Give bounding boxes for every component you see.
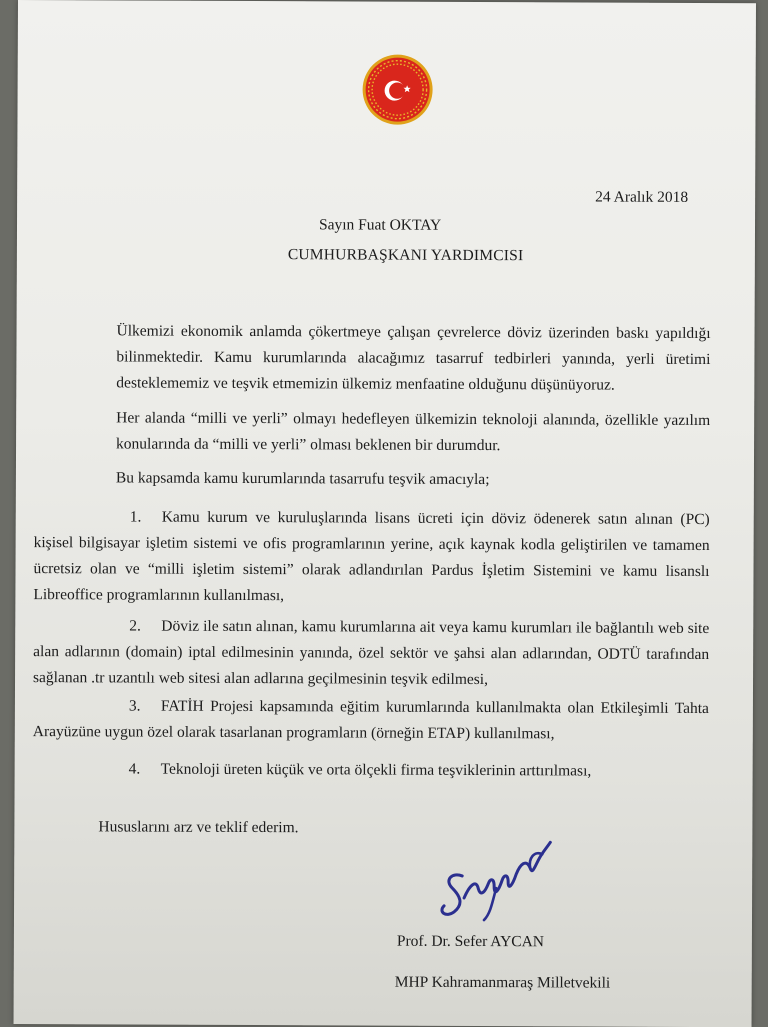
- list-item-number: 3.: [128, 697, 141, 715]
- letter-page: [14, 0, 756, 1027]
- parliament-seal-icon: [361, 54, 433, 126]
- paragraph-scope: Bu kapsamda kamu kurumlarında tasarrufu teşvik amacıyla;: [115, 469, 490, 489]
- list-item: [33, 756, 709, 785]
- list-item-text: FATİH Projesi kapsamında eğitim kurumlarında kullanılmakta olan Etkileşimli Tahta Arayüzüne uygun özel olarak tasarlanan programların (örneğin ETAP) kullanılması,: [32, 697, 709, 743]
- letter-date: 24 Aralık 2018: [595, 188, 689, 206]
- recipient-title: CUMHURBAŞKANI YARDIMCISI: [287, 246, 524, 265]
- signer-name: Prof. Dr. Sefer AYCAN: [396, 932, 545, 951]
- signer-title: MHP Kahramanmaraş Milletvekili: [394, 973, 611, 992]
- list-item-number: 1.: [129, 508, 142, 526]
- list-item-number: 4.: [128, 760, 141, 778]
- paragraph-intro: Ülkemizi ekonomik anlamda çökertmeye çalışan çevrelerce döviz üzerinden baskı yapıldığı bilinmektedir. Kamu kurumlarında alacağımız tasarruf tedbirleri yanında, yerli üretimi desteklememiz ve teşvik etmemizin ülkemiz menfaatine olduğunu düşünüyoruz.: [116, 322, 711, 394]
- list-item-text: Teknoloji üreten küçük ve orta ölçekli firma teşviklerinin arttırılması,: [160, 760, 592, 780]
- list-item-text: Kamu kurum ve kuruluşlarında lisans ücreti için döviz ödenerek satın alınan (PC) kişisel bilgisayar işletim sistemi ve ofis programlarının yerine, açık kaynak kodla geliştirilen ve tamamen ücretsiz olan ve “milli işletim sistemi” olarak adlandırılan Pardus İşletim Sistemini ve kamu lisanslı Libreoffice programlarının kullanılması,: [33, 508, 710, 605]
- list-item-text: Döviz ile satın alınan, kamu kurumlarına ait veya kamu kurumları ile bağlantılı web site alan adlarının (domain) iptal edilmesinin yanında, özel sektör ve şahsi alan adlarından, ODTÜ tarafından sağlanan .tr uzantılı web sitesi alan adlarına geçilmesinin teşvik edilmesi,: [33, 617, 710, 689]
- closing-line: Hususlarını arz ve teklif ederim.: [98, 818, 299, 837]
- list-item: [33, 693, 709, 748]
- paragraph-national-software: Her alanda “milli ve yerli” olmayı hedefleyen ülkemizin teknoloji alanında, özellikle yazılım konularında da “milli ve yerli” olması beklenen bir durumdur.: [116, 409, 711, 455]
- list-item: [33, 504, 709, 611]
- recipient-name: Sayın Fuat OKTAY: [318, 216, 442, 234]
- signature: [434, 828, 574, 929]
- list-item-number: 2.: [129, 617, 141, 635]
- list-item: [33, 613, 709, 694]
